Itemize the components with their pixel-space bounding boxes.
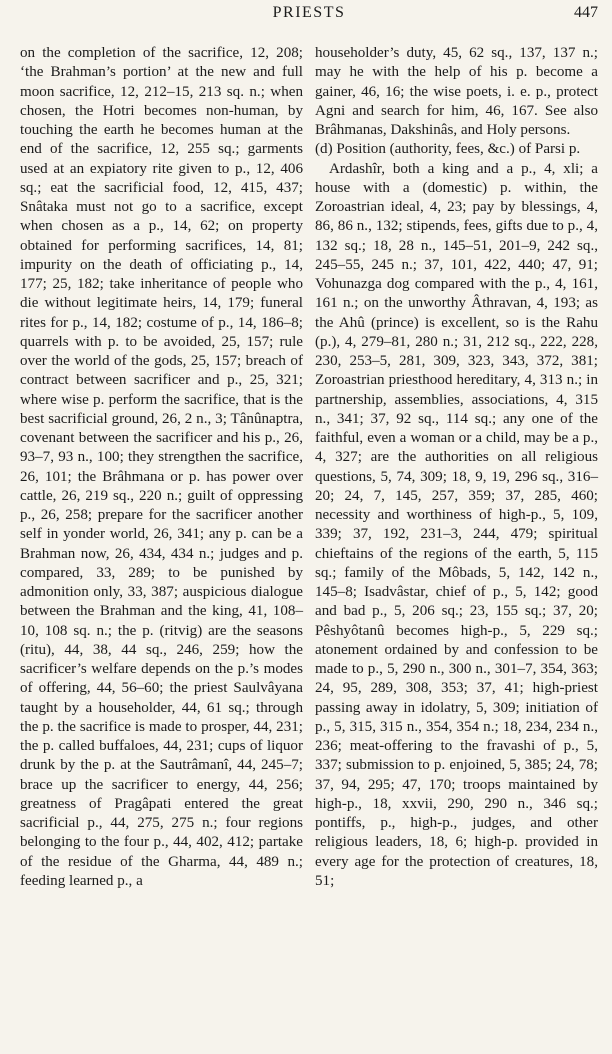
page-number: 447 <box>574 4 598 21</box>
page-header <box>20 4 598 28</box>
index-entry-continuation: on the completion of the sacrifice, 12, 208; ‘the Brahman’s portion’ at the new and full moon sacrifice, 12, 212–15, 213 sq. n.; when chosen, the Hotri becomes non-human, by touching the earth he becomes human at the end of the sacrifice, 12, 255 sq.; garments used at an expiatory rite given to p., 12, 406 sq.; eat the sacrificial food, 12, 415, 437; Snâtaka must not go to a sacrifice, except when chosen as a p., 14, 62; on property obtained for performing sacrifices, 14, 81; impurity on the death of officiating p., 14, 177; 25, 182; take inheritance of people who die without legitimate heirs, 14, 179; funeral rites for p., 14, 182; costume of p., 14, 186–8; quarrels with p. to be avoided, 25, 157; rule over the world of the gods, 25, 157; breach of contract between sacrificer and p., 25, 321; where wise p. perform the sacrifice, that is the best sacrificial ground, 26, 2 n., 3; Tânûnaptra, covenant between the sacrificer and his p., 26, 93–7, 93 n., 100; they strengthen the sacrifice, 26, 101; the Brâhmana or p. has power over cattle, 26, 219 sq., 220 n.; guilt of oppressing p., 26, 258; prepare for the sacrificer another self in yonder world, 26, 341; any p. can be a Brahman now, 26, 434, 434 n.; judges and p. compared, 33, 289; to be punished by admonition only, 33, 387; auspicious dialogue between the Brahman and the king, 41, 108–10, 108 sq. n.; the p. (ritvig) are the seasons (ritu), 44, 38, 44 sq., 246, 259; how the sacrificer’s welfare depends on the p.’s modes of offering, 44, 56–60; the priest Saulvâyana taught by a householder, 44, 61 sq.; through the p. the sacrifice is made to prosper, 44, 231; the p. called buffaloes, 44, 231; cups of liquor drunk by the p. at the Sautrâmanî, 44, 245–7; brace up the sacrificer to energy, 44, 256; greatness of Pragâpati entered the great sacrificial p., 44, 275, 275 n.; four regions belonging to the four p., 44, 402, 412; partake of the residue of the Gharma, 44, 489 n.; feeding learned p., a <box>20 45 303 889</box>
index-entry-continuation: householder’s duty, 45, 62 sq., 137, 137 n.; may he with the help of his p. become a gainer, 46, 16; the wise poets, i. e. p., protect Agni and search for him, 46, 167. See also Brâhmanas, Dakshinâs, and Holy persons. <box>315 45 598 138</box>
index-columns <box>20 44 598 891</box>
index-entry: Ardashîr, both a king and a p., 4, xli; a house with a (domestic) p. within, the Zoroastrian ideal, 4, 23; pay by blessings, 4, 86, 86 n., 132; stipends, fees, gifts due to p., 4, 132 sq.; 18, 28 n., 145–51, 201–9, 242 sq., 245–55, 245 n.; 37, 101, 422, 440; 47, 91; Vohunazga dog compared with the p., 4, 161, 161 n.; on the unworthy Âthravan, 4, 193; as the Ahû (prince) is excellent, so is the Rahu (p.), 4, 279–81, 280 n.; 31, 212 sq., 222, 228, 230, 253–5, 281, 309, 323, 343, 372, 381; Zoroastrian priesthood hereditary, 4, 313 n.; in partnership, assemblies, associations, 4, 315 n., 341; 37, 92 sq., 114 sq.; any one of the faithful, even a woman or a child, may be a p., 4, 327; are the authorities on all religious questions, 5, 74, 309; 18, 9, 19, 296 sq., 316–20; 24, 7, 145, 257, 359; 37, 285, 460; necessity and worthiness of high-p., 5, 109, 339; 37, 192, 231–3, 244, 479; spiritual chieftains of the regions of the earth, 5, 115 sq.; family of the Môbads, 5, 142, 142 n., 145–8; Isadvâstar, chief of p., 5, 142; good and bad p., 5, 206 sq.; 23, 155 sq.; 37, 20; Pêshyôtanû becomes high-p., 5, 229 sq.; atonement ordained by and confession to be made to p., 5, 290 n., 300 n., 301–7, 354, 363; 24, 95, 289, 308, 353; 37, 41; high-priest passing away in idolatry, 5, 309; initiation of p., 5, 315, 315 n., 354, 354 n.; 18, 234, 234 n., 236; meat-offering to the fravashi of p., 5, 337; submission to p. enjoined, 5, 385; 24, 78; 37, 94, 295; 47, 170; troops maintained by high-p., 18, xxvii, 290, 290 n., 346 sq.; pontiffs, p., high-p., judges, and other religious leaders, 18, 6; high-p. provided in every age for the protection of creatures, 18, 51; <box>315 160 598 889</box>
section-heading: (d) Position (authority, fees, &c.) of Parsi p. <box>315 141 581 158</box>
running-title: PRIESTS <box>272 4 346 21</box>
left-column <box>20 44 303 891</box>
right-column <box>315 44 598 891</box>
